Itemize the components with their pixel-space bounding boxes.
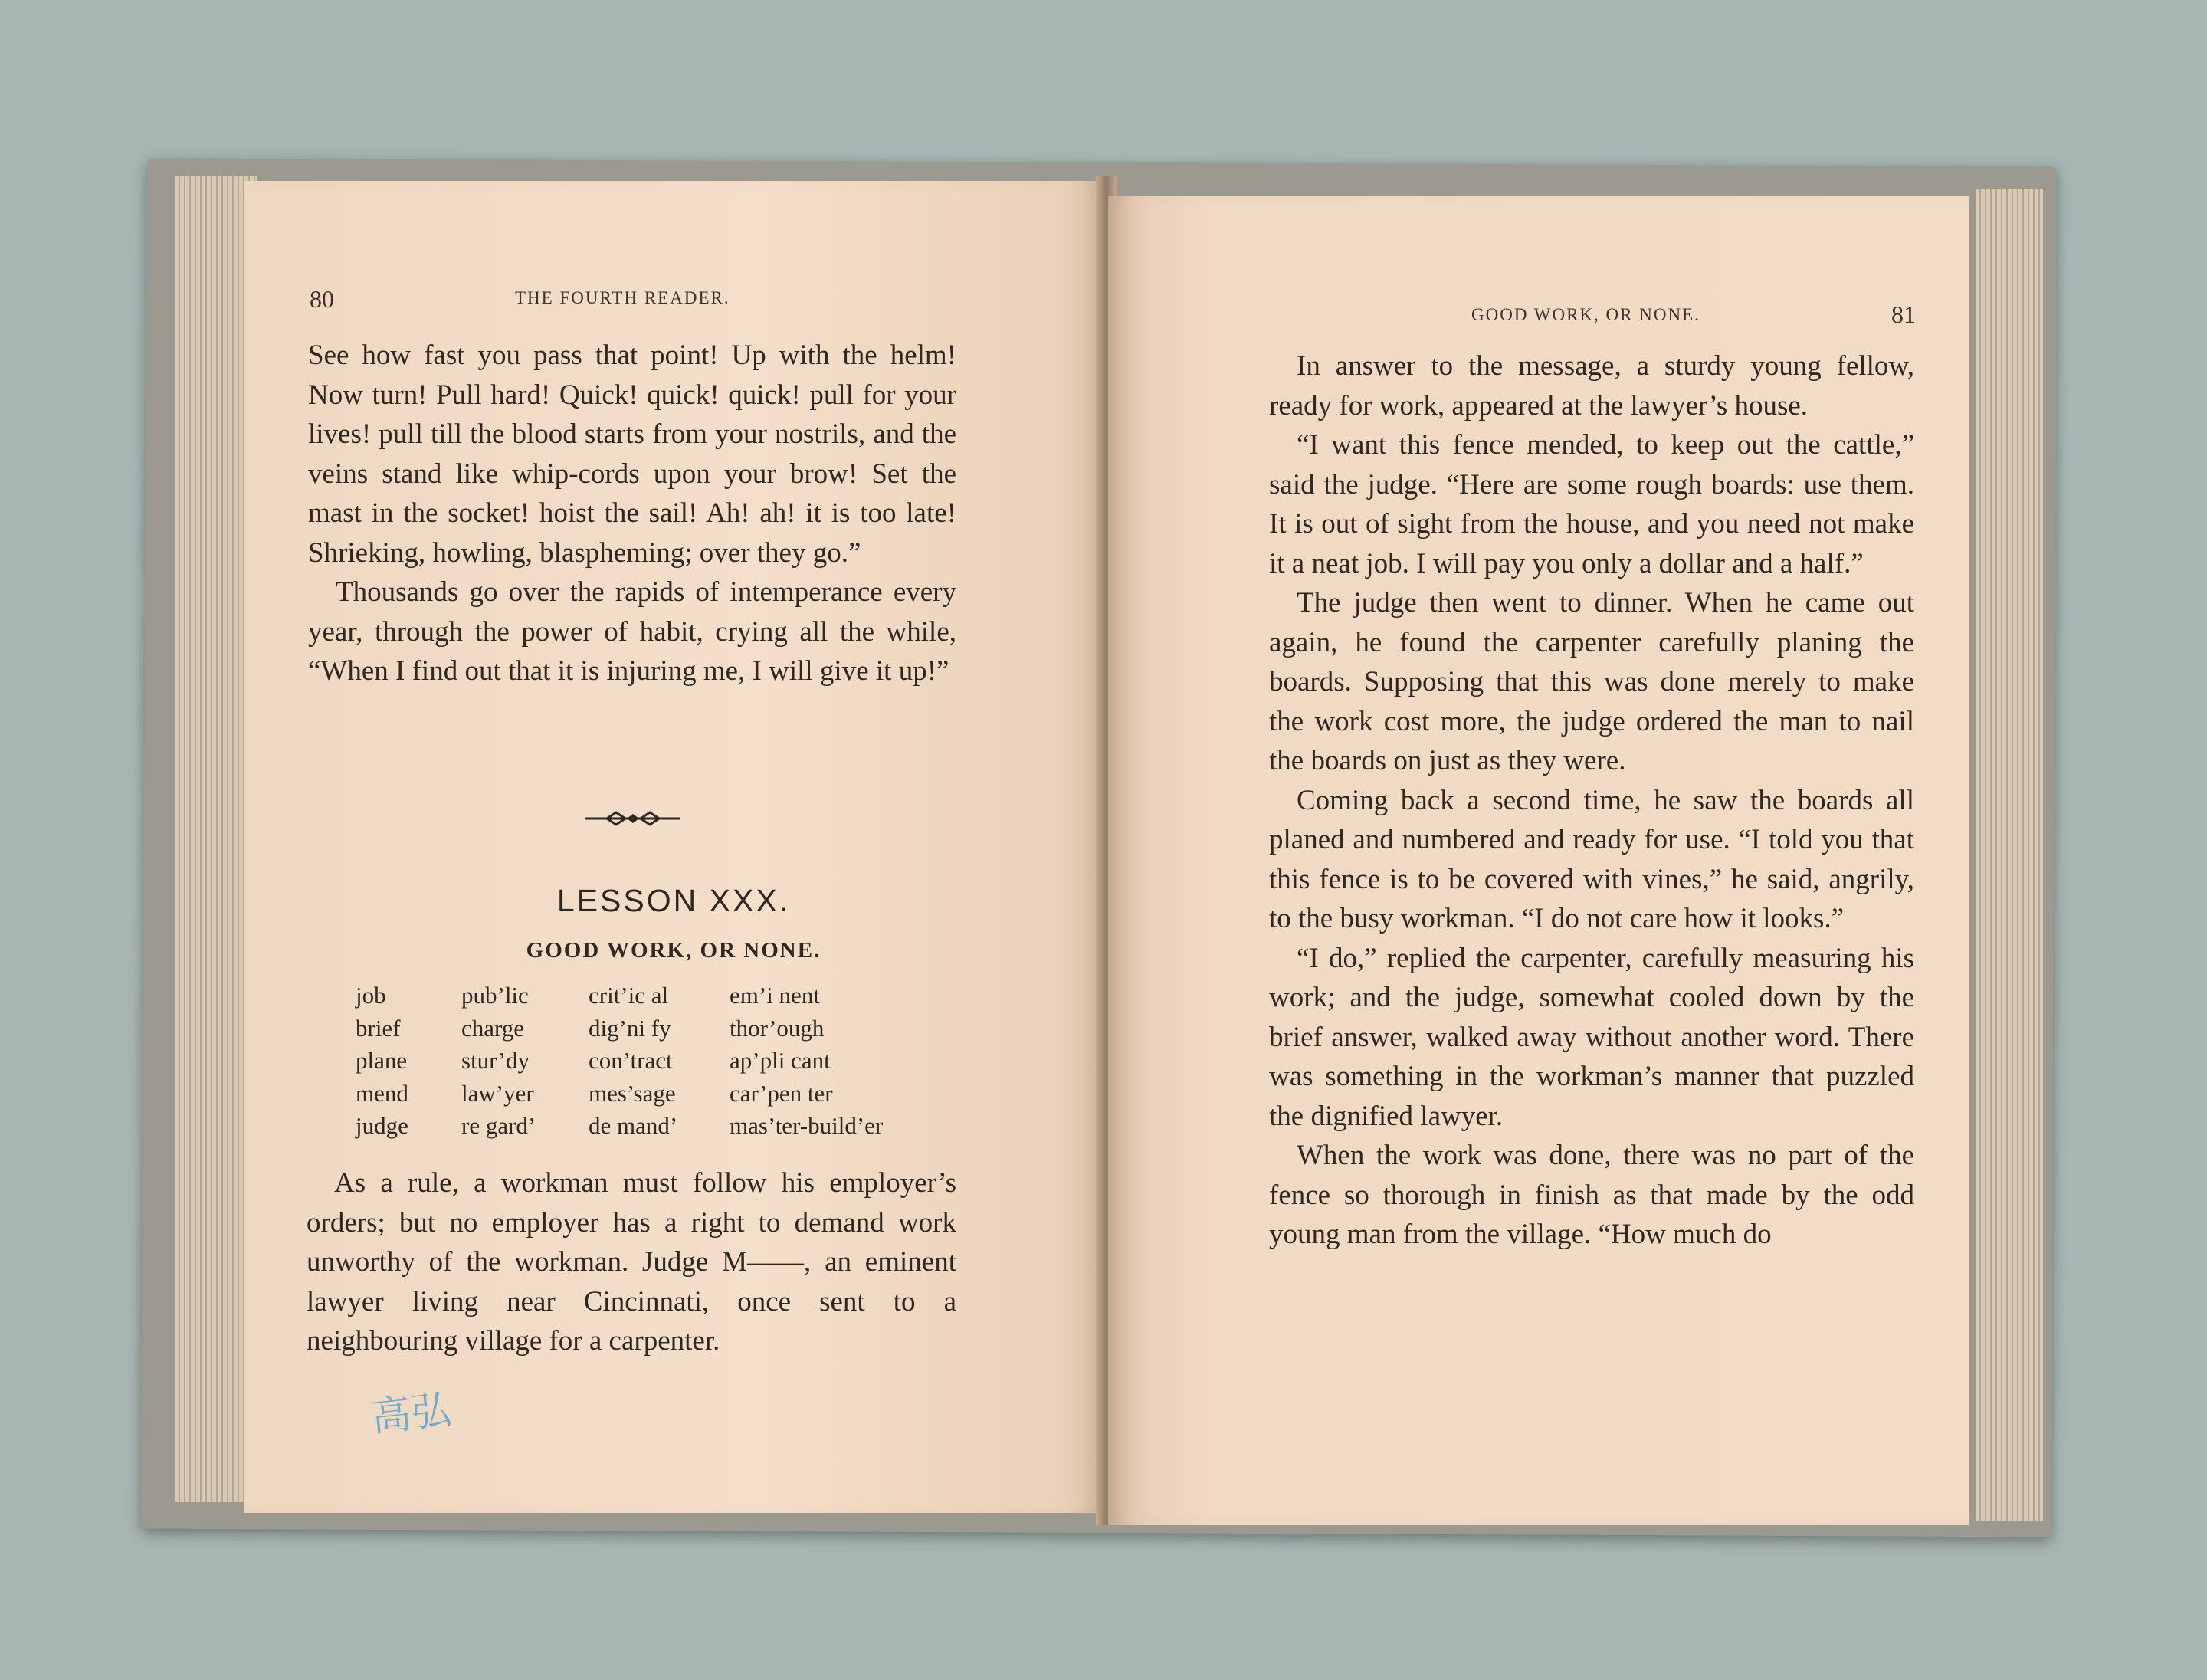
- vocab-word: law’yer: [461, 1079, 534, 1107]
- vocab-column: [356, 979, 408, 1143]
- vocab-word: ap’pli cant: [730, 1047, 831, 1074]
- vocab-word: de mand’: [589, 1112, 678, 1139]
- lesson-title: LESSON XXX.: [556, 883, 791, 918]
- vocab-word: pub’lic: [461, 982, 529, 1009]
- paragraph: The judge then went to dinner. When he came out again, he found the carpenter carefully planing the boards. Supposing that this was done merely to make the work cost more, the judge ordered the man to nail the boards on just as they were.: [1269, 587, 1914, 776]
- paragraph: See how fast you pass that point! Up with the helm! Now turn! Pull hard! Quick! quick! quick! pull for your lives! pull till the blood starts from your nostrils, and the veins stand like whip-cords upon your brow! Set the mast in the socket! hoist the sail! Ah! ah! it is too late! Shrieking, howling, blaspheming; over they go.”: [308, 340, 956, 569]
- lesson-body-text: [307, 1163, 956, 1361]
- right-body-text: [1269, 346, 1914, 1255]
- page-number: 80: [310, 285, 334, 313]
- vocab-word: car’pen ter: [730, 1079, 833, 1107]
- vocab-column: [730, 979, 883, 1143]
- vocab-column: [461, 979, 536, 1143]
- vocab-word: dig’ni fy: [589, 1014, 671, 1042]
- vocab-word: stur’dy: [461, 1047, 530, 1074]
- paragraph: As a rule, a workman must follow his employer’s orders; but no employer has a right to demand work unworthy of the workman. Judge M——, an eminent lawyer living near Cincinnati, once sent to a neighbouring village for a carpenter.: [307, 1167, 956, 1357]
- paragraph: When the work was done, there was no part of the fence so thorough in finish as that made by the odd young man from the village. “How much do: [1269, 1140, 1914, 1250]
- vocab-word: plane: [356, 1047, 408, 1074]
- page-edges-right: [1976, 189, 2043, 1521]
- paragraph: “I want this fence mended, to keep out the cattle,” said the judge. “Here are some rough boards: use them. It is out of sight from the house, and you need not make it a neat job. I will pay you only a dollar and a half.”: [1269, 429, 1914, 579]
- vocab-column: [589, 979, 677, 1143]
- running-head: THE FOURTH READER.: [515, 288, 730, 307]
- left-page: [244, 181, 1104, 1513]
- vocab-word: job: [356, 982, 386, 1009]
- paragraph: Thousands go over the rapids of intemperance every year, through the power of habit, crying all the while, “When I find out that it is injuring me, I will give it up!”: [308, 576, 956, 687]
- vocab-word: re gard’: [461, 1112, 536, 1139]
- lesson-subtitle: GOOD WORK, OR NONE.: [526, 938, 821, 963]
- running-head: GOOD WORK, OR NONE.: [1471, 305, 1700, 324]
- vocab-word: thor’ough: [730, 1014, 825, 1042]
- vocab-word: mes’sage: [589, 1079, 676, 1107]
- vocab-word: brief: [356, 1014, 401, 1042]
- vocab-word: judge: [356, 1112, 408, 1139]
- left-body-text: [308, 336, 956, 691]
- paragraph: Coming back a second time, he saw the boards all planed and numbered and ready for use. “I told you that this fence is to be covered with vines,” he said, angrily, to the busy workman. “I do not care how it looks.”: [1269, 784, 1914, 934]
- vocab-word: crit’ic al: [589, 982, 669, 1009]
- handwritten-stamp: 高弘: [369, 1386, 454, 1442]
- vocab-word: charge: [461, 1014, 525, 1042]
- vocab-word: con’tract: [589, 1047, 673, 1074]
- paragraph: In answer to the message, a sturdy young fellow, ready for work, appeared at the lawyer’s house.: [1269, 350, 1914, 422]
- vocab-word: mend: [356, 1079, 408, 1107]
- paragraph: “I do,” replied the carpenter, carefully measuring his work; and the judge, somewhat cooled down by the brief answer, walked away without another word. There was something in the workman’s manner that puzzled the dignified lawyer.: [1269, 942, 1914, 1132]
- vocab-word: mas’ter-build’er: [730, 1112, 884, 1139]
- ornament-divider: [584, 809, 682, 828]
- vocab-word: em’i nent: [730, 982, 820, 1009]
- page-number: 81: [1891, 300, 1916, 328]
- right-page: [1108, 196, 1969, 1525]
